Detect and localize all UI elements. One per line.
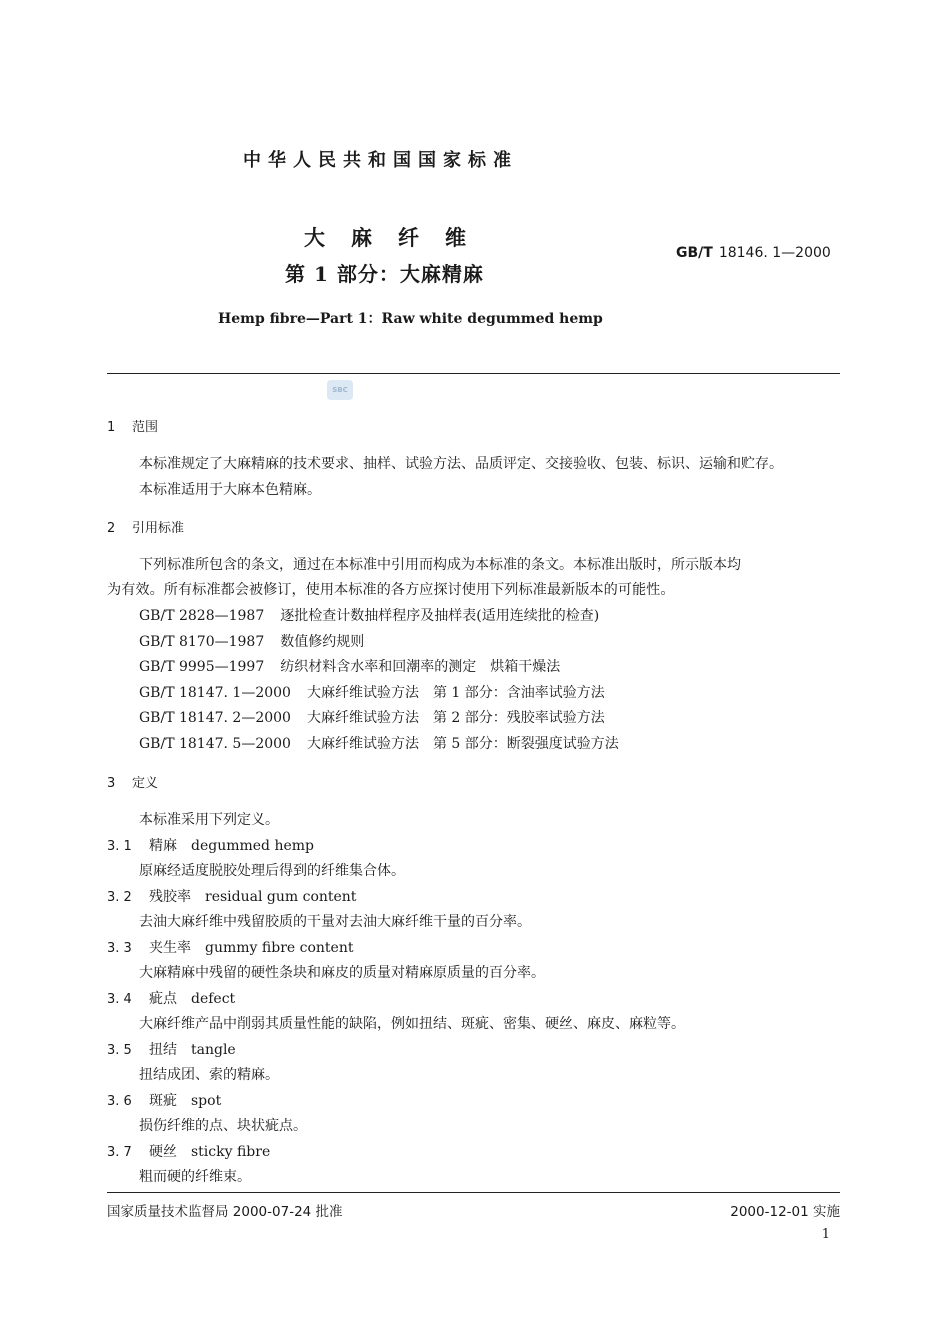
section-2-paragraph-line-1: 下列标准所包含的条文，通过在本标准中引用而构成为本标准的条文。本标准出版时，所示版本均	[139, 557, 741, 573]
definition-number: 3. 3	[107, 941, 132, 956]
footer-divider	[107, 1192, 840, 1193]
section-2-paragraph-line-2: 为有效。所有标准都会被修订，使用本标准的各方应探讨使用下列标准最新版本的可能性。	[107, 582, 675, 598]
implementation-date: 2000-12-01 实施	[730, 1204, 840, 1220]
section-number: 1	[107, 420, 116, 435]
definition-term-cn: 疵点	[149, 991, 177, 1007]
reference-code: GB/T 2828—1987	[139, 608, 265, 624]
definition-term	[107, 886, 356, 906]
reference-code: GB/T 18147. 2—2000	[139, 710, 291, 726]
national-standard-heading: 中华人民共和国国家标准	[243, 150, 518, 171]
definition-description: 大麻精麻中残留的硬性条块和麻皮的质量对精麻原质量的百分率。	[139, 965, 545, 981]
section-1-paragraph-1: 本标准规定了大麻精麻的技术要求、抽样、试验方法、品质评定、交接验收、包装、标识、运输和贮存。	[139, 456, 783, 472]
section-title: 引用标准	[132, 521, 185, 536]
definition-term-cn: 硬丝	[149, 1144, 177, 1160]
reference-code: GB/T 8170—1987	[139, 634, 265, 650]
definition-number: 3. 1	[107, 839, 132, 854]
definition-description: 原麻经适度脱胶处理后得到的纤维集合体。	[139, 863, 405, 879]
header-divider	[107, 373, 840, 374]
definition-term	[107, 1090, 221, 1110]
definition-term	[107, 988, 235, 1008]
reference-item	[139, 682, 605, 702]
section-title: 范围	[132, 420, 159, 435]
definition-term-cn: 扭结	[149, 1042, 177, 1058]
definition-term-en: degummed hemp	[191, 838, 315, 854]
definition-term-en: sticky fibre	[191, 1144, 271, 1160]
definition-term-cn: 精麻	[149, 838, 177, 854]
reference-title: 大麻纤维试验方法 第 2 部分：残胶率试验方法	[306, 710, 605, 726]
section-1-paragraph-2: 本标准适用于大麻本色精麻。	[139, 482, 321, 498]
section-number: 3	[107, 776, 116, 791]
definition-number: 3. 6	[107, 1094, 132, 1109]
reference-title: 大麻纤维试验方法 第 5 部分：断裂强度试验方法	[306, 736, 619, 752]
reference-title: 数值修约规则	[280, 634, 365, 650]
definition-term-cn: 夹生率	[149, 940, 191, 956]
definition-term-en: defect	[191, 991, 236, 1007]
reference-item	[139, 707, 605, 727]
section-number: 2	[107, 521, 116, 536]
definition-term-en: gummy fibre content	[205, 940, 354, 956]
definition-number: 3. 4	[107, 992, 132, 1007]
definition-term	[107, 1141, 270, 1161]
definition-term	[107, 835, 314, 855]
standard-code	[676, 245, 831, 261]
definition-term-en: spot	[191, 1093, 222, 1109]
reference-code: GB/T 18147. 1—2000	[139, 685, 291, 701]
section-3-intro: 本标准采用下列定义。	[139, 812, 279, 828]
definition-term	[107, 937, 353, 957]
definition-term-en: residual gum content	[205, 889, 357, 905]
reference-code: GB/T 9995—1997	[139, 659, 265, 675]
reference-item	[139, 656, 560, 676]
definition-term-cn: 残胶率	[149, 889, 191, 905]
definition-number: 3. 5	[107, 1043, 132, 1058]
english-title: Hemp fibre—Part 1：Raw white degummed hemp	[218, 311, 603, 327]
reference-item	[139, 605, 599, 625]
reference-title: 大麻纤维试验方法 第 1 部分：含油率试验方法	[306, 685, 605, 701]
definition-term-en: tangle	[191, 1042, 236, 1058]
reference-title: 逐批检查计数抽样程序及抽样表(适用连续批的检查)	[280, 608, 600, 624]
definition-description: 去油大麻纤维中残留胶质的干量对去油大麻纤维干量的百分率。	[139, 914, 531, 930]
definition-description: 大麻纤维产品中削弱其质量性能的缺陷，例如扭结、斑疵、密集、硬丝、麻皮、麻粒等。	[139, 1016, 685, 1032]
standard-code-number: 18146. 1—2000	[718, 245, 831, 261]
section-2-heading	[107, 517, 184, 536]
standard-code-prefix: GB/T	[676, 245, 713, 261]
watermark-logo-icon: SBC	[327, 380, 353, 400]
definition-number: 3. 7	[107, 1145, 132, 1160]
definition-description: 扭结成团、索的精麻。	[139, 1067, 279, 1083]
document-title: 大麻纤维	[304, 225, 492, 250]
reference-item	[139, 631, 364, 651]
definition-description: 损伤纤维的点、块状疵点。	[139, 1118, 307, 1134]
section-3-heading	[107, 772, 158, 791]
reference-item	[139, 733, 619, 753]
reference-code: GB/T 18147. 5—2000	[139, 736, 291, 752]
reference-title: 纺织材料含水率和回潮率的测定 烘箱干燥法	[280, 659, 561, 675]
document-subtitle: 第 1 部分：大麻精麻	[285, 262, 484, 286]
approval-info: 国家质量技术监督局 2000-07-24 批准	[107, 1204, 343, 1220]
definition-term	[107, 1039, 236, 1059]
definition-number: 3. 2	[107, 890, 132, 905]
page-number: 1	[821, 1227, 830, 1242]
definition-description: 粗而硬的纤维束。	[139, 1169, 251, 1185]
section-1-heading	[107, 416, 158, 435]
definition-term-cn: 斑疵	[149, 1093, 177, 1109]
section-title: 定义	[132, 776, 159, 791]
